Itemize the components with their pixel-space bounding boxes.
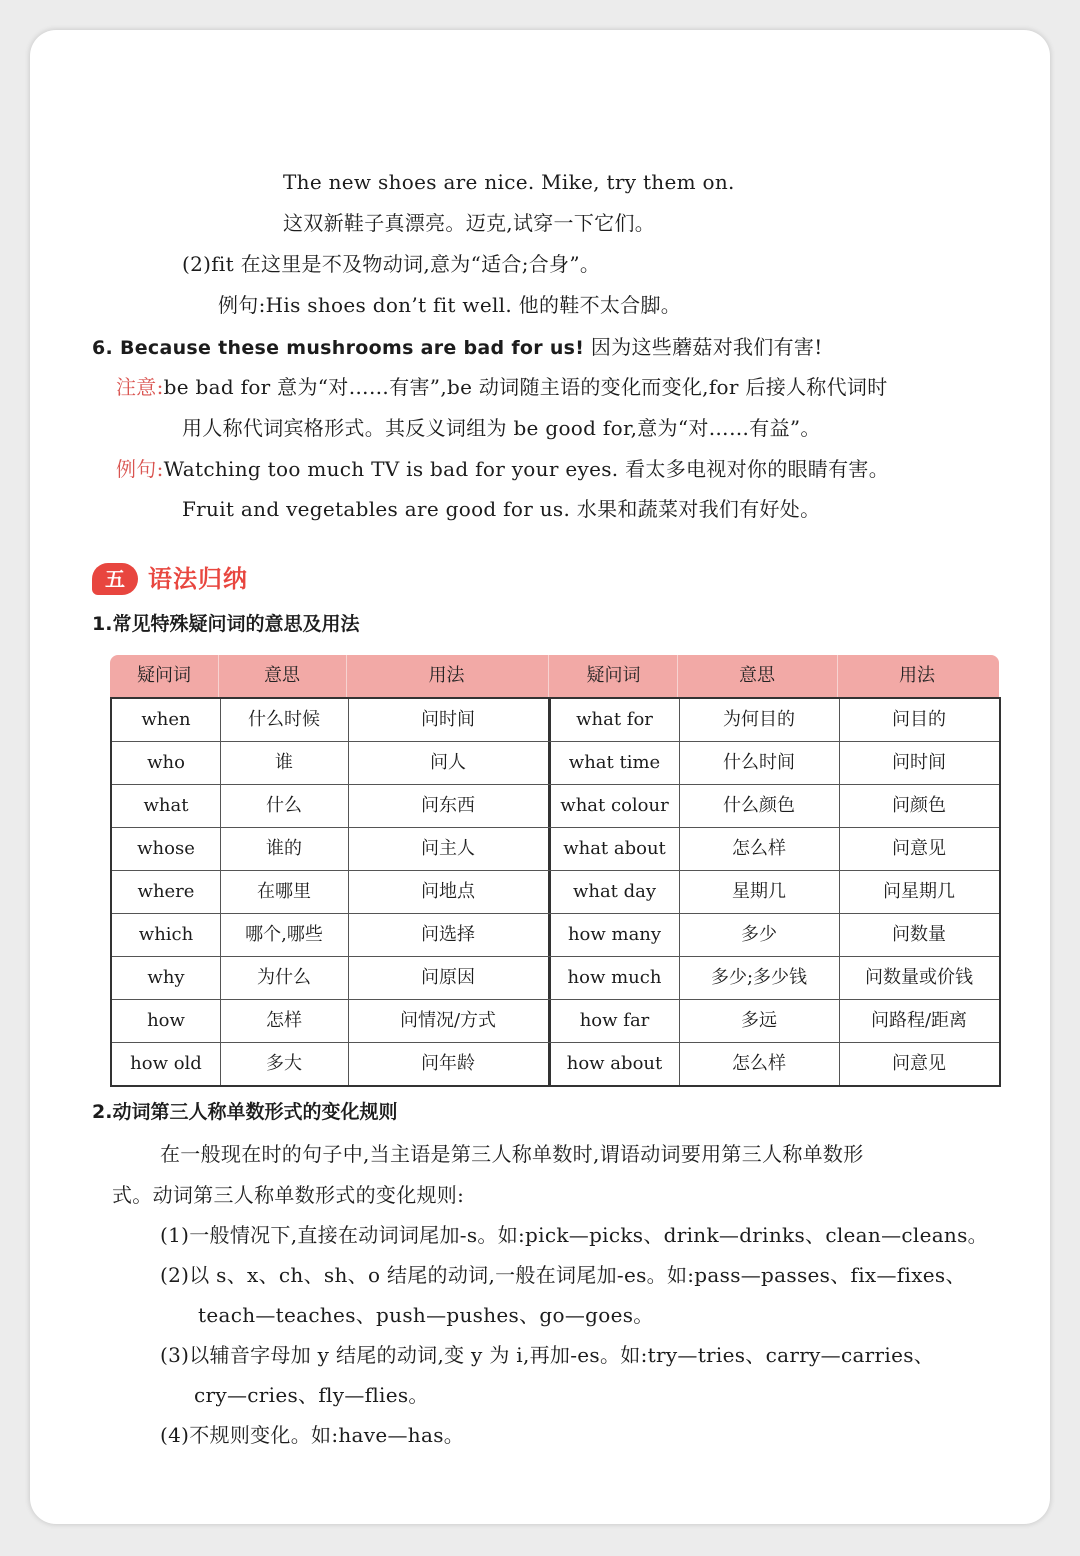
table-cell: 怎么样 <box>732 838 786 859</box>
example-line-2: Fruit and vegetables are good for us. 水果和蔬菜对我们有好处。 <box>182 497 821 521</box>
table-header <box>110 655 999 697</box>
table-cell: 谁的 <box>266 838 302 859</box>
example-label-2: 例句: <box>116 457 164 481</box>
table-cell: which <box>138 924 194 945</box>
table-cell: 多少 <box>741 924 777 945</box>
point-2: (2)fit 在这里是不及物动词,意为“适合;合身”。 <box>182 252 601 276</box>
table-cell: 问时间 <box>421 709 475 730</box>
note-line-2: 用人称代词宾格形式。其反义词组为 be good for,意为“对……有益”。 <box>182 416 821 440</box>
table-cell: 问地点 <box>421 881 475 902</box>
table-cell: 问数量 <box>892 924 946 945</box>
table-cell: where <box>137 881 195 902</box>
table-cell: 问时间 <box>892 752 946 773</box>
header-cell: 意思 <box>264 665 300 686</box>
table-cell: 问意见 <box>892 1053 946 1074</box>
table-cell: how <box>147 1010 185 1031</box>
note-label: 注意: <box>116 375 164 399</box>
rule-3-line-2: cry—cries、fly—flies。 <box>194 1383 429 1407</box>
example-line-1 <box>116 455 889 483</box>
table-cell: 问东西 <box>421 795 475 816</box>
table-cell: 问主人 <box>421 838 475 859</box>
table-cell: 问人 <box>430 752 466 773</box>
table-cell: who <box>147 752 185 773</box>
table-cell: 在哪里 <box>257 881 311 902</box>
table-cell: 什么时候 <box>248 709 320 730</box>
table-cell: what for <box>576 709 653 730</box>
table-cell: 什么颜色 <box>723 795 795 816</box>
table-cell: what time <box>568 752 661 773</box>
table-cell: 为什么 <box>257 967 311 988</box>
table-cell: 多少;多少钱 <box>710 967 808 988</box>
section-badge: 五 <box>92 563 138 595</box>
table-cell: 问原因 <box>421 967 475 988</box>
header-cell: 疑问词 <box>586 665 641 686</box>
table-cell: how about <box>566 1053 663 1074</box>
table-cell: 多大 <box>266 1053 302 1074</box>
rule-1: (1)一般情况下,直接在动词词尾加-s。如:pick—picks、drink—drinks、clean—cleans。 <box>160 1223 988 1247</box>
header-cell: 疑问词 <box>137 665 191 686</box>
table-cell: how much <box>567 967 662 988</box>
rule-4: (4)不规则变化。如:have—has。 <box>160 1423 465 1447</box>
table-cell: 怎么样 <box>732 1053 786 1074</box>
example-text-1: Watching too much TV is bad for your eyes. 看太多电视对你的眼睛有害。 <box>163 457 889 481</box>
table-cell: what about <box>563 838 666 859</box>
table-cell: 为何目的 <box>723 709 795 730</box>
table-cell: 问意见 <box>892 838 946 859</box>
note-text-1: be bad for 意为“对……有害”,be 动词随主语的变化而变化,for 后接人称代词时 <box>163 375 888 399</box>
table-cell: 问路程/距离 <box>870 1010 968 1031</box>
rules-intro-2: 式。动词第三人称单数形式的变化规则: <box>112 1183 465 1207</box>
table-cell: how many <box>567 924 662 945</box>
example-text: His shoes don’t fit well. 他的鞋不太合脚。 <box>265 293 682 317</box>
example-label: 例句: <box>218 293 266 317</box>
table-cell: 什么时间 <box>723 752 795 773</box>
table-cell: 怎样 <box>266 1010 302 1031</box>
table-cell: 问选择 <box>421 924 475 945</box>
header-cell: 意思 <box>739 665 775 686</box>
example-chinese: 这双新鞋子真漂亮。迈克,试穿一下它们。 <box>283 211 656 235</box>
table-cell: 问颜色 <box>892 795 946 816</box>
table-cell: 问年龄 <box>421 1053 475 1074</box>
table-cell: 问星期几 <box>883 881 955 902</box>
table-cell: 星期几 <box>732 881 786 902</box>
table-cell: 哪个,哪些 <box>245 924 323 945</box>
rule-2-line-1: (2)以 s、x、ch、sh、o 结尾的动词,一般在词尾加-es。如:pass—passes、fix—fixes、 <box>160 1263 966 1287</box>
rule-2-line-2: teach—teaches、push—pushes、go—goes。 <box>198 1303 654 1327</box>
table-cell: 问情况/方式 <box>399 1010 497 1031</box>
header-cell: 用法 <box>899 665 935 686</box>
example-english: The new shoes are nice. Mike, try them on. <box>283 170 735 194</box>
subsection-1-title: 1.常见特殊疑问词的意思及用法 <box>92 613 360 635</box>
rule-3-line-1: (3)以辅音字母加 y 结尾的动词,变 y 为 i,再加-es。如:try—tries、carry—carries、 <box>160 1343 935 1367</box>
item-6-heading <box>92 333 823 362</box>
table-cell: what <box>143 795 189 816</box>
point-2-example <box>218 291 681 319</box>
table-cell: why <box>147 967 185 988</box>
rules-intro-1: 在一般现在时的句子中,当主语是第三人称单数时,谓语动词要用第三人称单数形 <box>160 1142 864 1166</box>
table-cell: whose <box>137 838 195 859</box>
note-line-1 <box>116 373 888 401</box>
table-cell: 什么 <box>266 795 302 816</box>
table-cell: 谁 <box>275 752 293 773</box>
table-cell: how old <box>130 1053 202 1074</box>
table-body <box>110 697 1001 1087</box>
section-title: 语法归纳 <box>148 565 248 593</box>
table-cell: 多远 <box>741 1010 777 1031</box>
header-cell: 用法 <box>428 665 465 686</box>
item-6-title-en: 6. Because these mushrooms are bad for us! <box>92 337 585 359</box>
table-cell: when <box>141 709 191 730</box>
table-cell: how far <box>579 1010 650 1031</box>
item-6-title-zh: 因为这些蘑菇对我们有害! <box>584 335 823 359</box>
subsection-2-title: 2.动词第三人称单数形式的变化规则 <box>92 1101 398 1123</box>
table-cell: 问数量或价钱 <box>865 967 973 988</box>
table-cell: 问目的 <box>892 709 946 730</box>
table-cell: what colour <box>560 795 669 816</box>
table-cell: what day <box>572 881 657 902</box>
